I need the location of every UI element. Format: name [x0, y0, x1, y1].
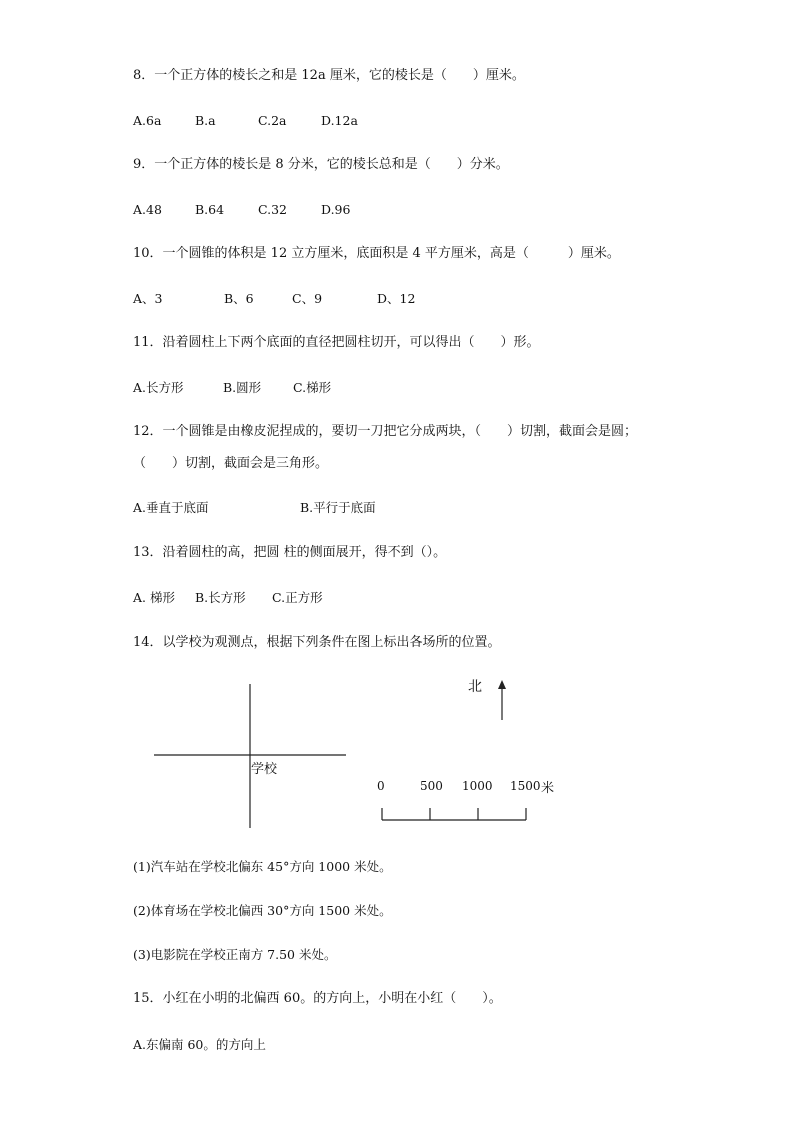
- origin-label: 学校: [251, 762, 278, 777]
- q14-diagram-svg: [150, 672, 570, 837]
- q8-option-b: B.a: [195, 113, 216, 128]
- q13-option-a: A. 梯形: [133, 590, 175, 605]
- q12-stem-line2: （ ）切割，截面会是三角形。: [133, 456, 329, 471]
- q11-stem: 11．沿着圆柱上下两个底面的直径把圆柱切开，可以得出（ ）形。: [133, 335, 540, 350]
- scale-label-1500: 1500: [510, 779, 541, 793]
- q15-option-a: A.东偏南 60。的方向上: [133, 1037, 266, 1052]
- q10-option-b: B、6: [224, 291, 254, 306]
- q15-stem: 15．小红在小明的北偏西 60。的方向上，小明在小红（ ）。: [133, 991, 502, 1006]
- scale-unit: 米: [541, 781, 555, 796]
- north-arrow-icon: [498, 680, 506, 689]
- q8-option-a: A.6a: [133, 113, 162, 128]
- q10-option-d: D、12: [377, 291, 416, 306]
- scale-label-0: 0: [377, 779, 385, 793]
- q12-stem-line1: 12．一个圆锥是由橡皮泥捏成的，要切一刀把它分成两块，（ ）切割，截面会是圆；: [133, 424, 638, 439]
- q14-item-3: (3)电影院在学校正南方 7.50 米处。: [133, 947, 337, 962]
- q13-stem: 13．沿着圆柱的高，把圆 柱的侧面展开，得不到（）。: [133, 545, 447, 560]
- q11-option-b: B.圆形: [223, 380, 262, 395]
- q9-stem: 9．一个正方体的棱长是 8 分米，它的棱长总和是（ ）分米。: [133, 157, 509, 172]
- q14-item-2: (2)体育场在学校北偏西 30°方向 1500 米处。: [133, 903, 392, 918]
- q11-option-a: A.长方形: [133, 380, 184, 395]
- q8-option-d: D.12a: [321, 113, 358, 128]
- q9-option-b: B.64: [195, 202, 225, 217]
- q10-option-a: A、3: [133, 291, 163, 306]
- q12-option-a: A.垂直于底面: [133, 500, 209, 515]
- q8-option-c: C.2a: [258, 113, 287, 128]
- q13-option-b: B.长方形: [195, 590, 246, 605]
- q14-stem: 14．以学校为观测点，根据下列条件在图上标出各场所的位置。: [133, 635, 501, 650]
- q11-option-c: C.梯形: [293, 380, 332, 395]
- scale-label-500: 500: [420, 779, 443, 793]
- q10-stem: 10．一个圆锥的体积是 12 立方厘米，底面积是 4 平方厘米，高是（ ）厘米。: [133, 246, 620, 261]
- q10-option-c: C、9: [292, 291, 323, 306]
- q13-option-c: C.正方形: [272, 590, 323, 605]
- q9-option-a: A.48: [133, 202, 162, 217]
- q14-item-1: (1)汽车站在学校北偏东 45°方向 1000 米处。: [133, 859, 392, 874]
- scale-label-1000: 1000: [462, 779, 493, 793]
- q9-option-c: C.32: [258, 202, 287, 217]
- north-label: 北: [468, 679, 482, 695]
- q9-option-d: D.96: [321, 202, 351, 217]
- q14-diagram: [150, 672, 570, 837]
- q12-option-b: B.平行于底面: [300, 500, 376, 515]
- q8-stem: 8．一个正方体的棱长之和是 12a 厘米，它的棱长是（ ）厘米。: [133, 68, 525, 83]
